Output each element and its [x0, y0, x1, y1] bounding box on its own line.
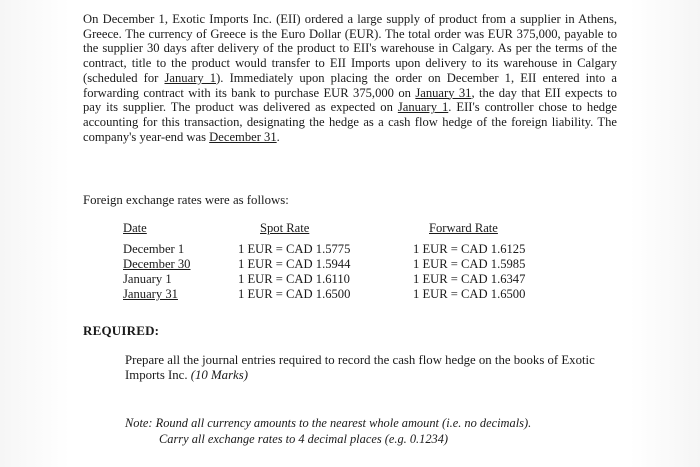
- date-jan-1: January 1: [397, 100, 449, 115]
- para-text: On December 1, Exotic Imports Inc. (EII) ordered a large supply of product from a supplier in Athens, Greece. The currency of Greece is the Euro Dollar (EUR). The total order was EUR 375,000, payable to the supplier 30 days after delivery of the product to EII's warehouse in Calgary. As per the terms of the contract, title to the product would transfer to EII Imports upon delivery to its warehouse in Calgary (scheduled for: [83, 12, 617, 85]
- date-cell: January 31: [123, 287, 178, 301]
- required-heading: REQUIRED:: [83, 323, 160, 338]
- forward-rate-cell: 1 EUR = CAD 1.6125: [413, 242, 526, 256]
- forward-rate-cell: 1 EUR = CAD 1.5985: [413, 257, 526, 271]
- date-header: Date: [123, 221, 147, 235]
- forward-rate-cell: 1 EUR = CAD 1.6500: [413, 287, 526, 301]
- date-jan-31: January 31: [415, 85, 472, 100]
- date-column: [123, 221, 243, 302]
- note-line-1: Note: Round all currency amounts to the nearest whole amount (i.e. no decimals).: [125, 416, 532, 430]
- question-paragraph: [83, 12, 617, 144]
- date-jan-1: January 1: [164, 70, 217, 85]
- date-cell: January 1: [123, 272, 172, 286]
- marks-label: (10 Marks): [190, 368, 248, 382]
- forward-rate-header: Forward Rate: [429, 221, 498, 235]
- para-text: ). Immediately upon placing the order on December 1, EII entered into a forwarding contract with its bank to purchase EUR 375,000 on: [83, 70, 617, 100]
- forward-rate-column: [413, 221, 563, 302]
- spot-rate-cell: 1 EUR = CAD 1.5944: [238, 257, 351, 271]
- para-text: . EII's controller chose to hedge accounting for this transaction, designating the hedge as a cash flow hedge of the foreign liability. The company's year-end was: [83, 100, 617, 144]
- spot-rate-cell: 1 EUR = CAD 1.6110: [238, 272, 350, 286]
- para-text: , the day that EII expects to pay its supplier. The product was delivered as expected on: [83, 85, 617, 115]
- spot-rate-cell: 1 EUR = CAD 1.5775: [238, 242, 351, 256]
- required-instructions: [125, 353, 625, 383]
- spot-rate-cell: 1 EUR = CAD 1.6500: [238, 287, 351, 301]
- required-text: Prepare all the journal entries required to record the cash flow hedge on the books of Exotic Imports Inc.: [125, 353, 595, 382]
- spot-rate-column: [238, 221, 388, 302]
- date-dec-31: December 31: [209, 129, 277, 144]
- rounding-note: [125, 416, 605, 447]
- spot-rate-header: Spot Rate: [260, 221, 310, 235]
- date-cell: December 30: [123, 257, 191, 271]
- rates-intro: Foreign exchange rates were as follows:: [83, 193, 289, 207]
- note-line-2: Carry all exchange rates to 4 decimal places (e.g. 0.1234): [159, 431, 449, 446]
- para-text: .: [276, 129, 280, 144]
- date-cell: December 1: [123, 242, 185, 256]
- forward-rate-cell: 1 EUR = CAD 1.6347: [413, 272, 526, 286]
